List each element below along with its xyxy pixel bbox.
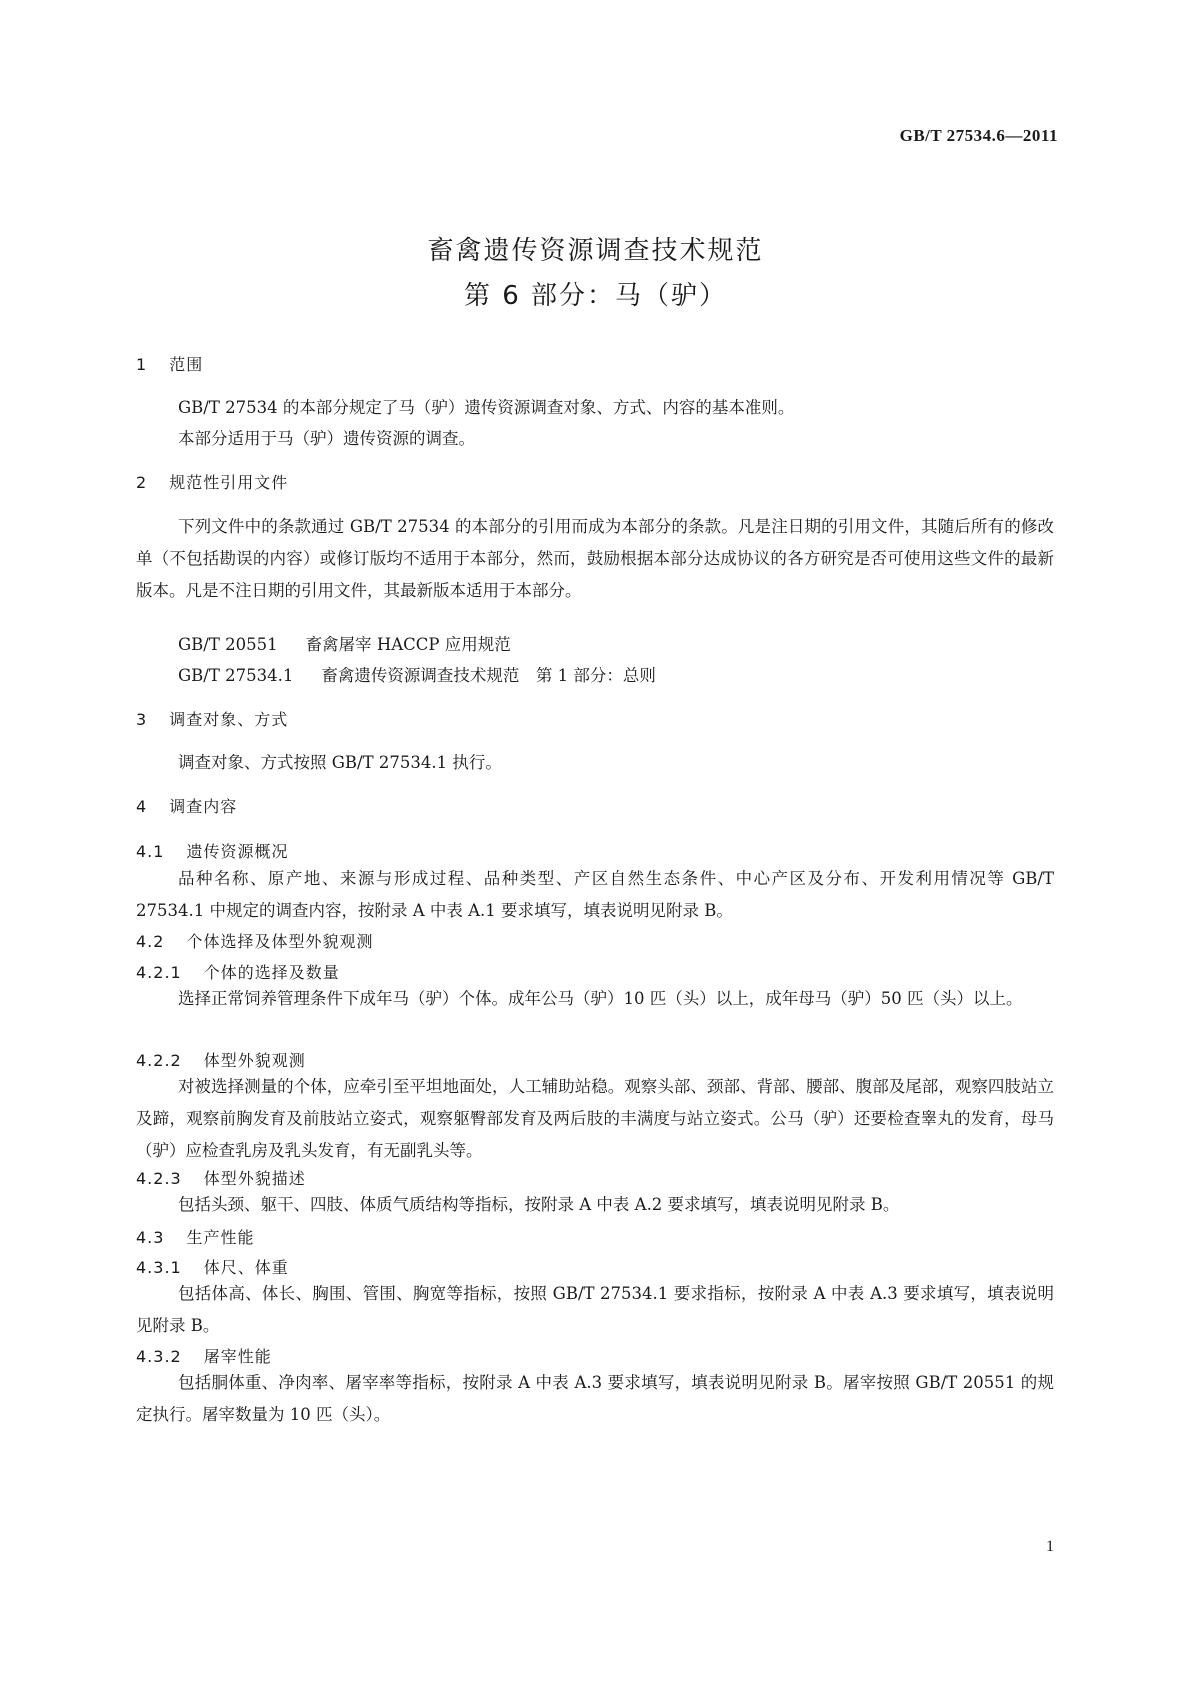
section-title: 体型外貌观测 (203, 1051, 306, 1070)
section-heading-1 (136, 352, 203, 375)
section-number: 4.3 (136, 1228, 165, 1247)
section-title: 调查内容 (169, 797, 238, 816)
paragraph: 包括体高、体长、胸围、管围、胸宽等指标，按照 GB/T 27534.1 要求指标，按附录 A 中表 A.3 要求填写，填表说明见附录 B。 (136, 1284, 1054, 1335)
subsection-heading-4-3-2 (136, 1344, 272, 1367)
section-title: 体型外貌描述 (203, 1169, 306, 1188)
subsection-heading-4-1 (136, 839, 288, 862)
section-number: 3 (136, 710, 148, 729)
section-number: 4.3.2 (136, 1347, 182, 1366)
paragraph: 包括头颈、躯干、四肢、体质气质结构等指标，按附录 A 中表 A.2 要求填写，填表说明见附录 B。 (178, 1195, 900, 1214)
section-title: 调查对象、方式 (169, 710, 289, 729)
document-subtitle: 第 6 部分：马（驴） (463, 281, 728, 311)
section-title: 个体的选择及数量 (203, 963, 340, 982)
paragraph: GB/T 27534 的本部分规定了马（驴）遗传资源调查对象、方式、内容的基本准则。 (178, 398, 795, 417)
subsection-heading-4-2-3 (136, 1166, 306, 1189)
section-title: 个体选择及体型外貌观测 (186, 932, 374, 951)
reference-title: 畜禽遗传资源调查技术规范 第 1 部分：总则 (321, 666, 656, 685)
section-number: 4.2.3 (136, 1169, 182, 1188)
document-title: 畜禽遗传资源调查技术规范 (427, 236, 764, 266)
reference-title: 畜禽屠宰 HACCP 应用规范 (305, 635, 511, 654)
page-number: 1 (1046, 1538, 1054, 1555)
reference-item (178, 662, 656, 686)
paragraph: 下列文件中的条款通过 GB/T 27534 的本部分的引用而成为本部分的条款。凡是注日期的引用文件，其随后所有的修改单（不包括勘误的内容）或修订版均不适用于本部分，然而，鼓励根据本部分达成协议的各方研究是否可使用这些文件的最新版本。凡是不注日期的引用文件，其最新版本适用于本部分。 (136, 517, 1054, 600)
section-title: 屠宰性能 (203, 1347, 272, 1366)
subsection-heading-4-3 (136, 1225, 254, 1248)
reference-item (178, 631, 511, 655)
section-number: 4.2.1 (136, 963, 182, 982)
subsection-heading-4-2 (136, 929, 373, 952)
paragraph: 对被选择测量的个体，应牵引至平坦地面处，人工辅助站稳。观察头部、颈部、背部、腰部、腹部及尾部，观察四肢站立及蹄，观察前胸发育及前肢站立姿式，观察躯臀部发育及两后肢的丰满度与站立姿式。公马（驴）还要检查睾丸的发育，母马（驴）应检查乳房及乳头发育，有无副乳头等。 (136, 1077, 1054, 1160)
reference-code: GB/T 27534.1 (178, 666, 294, 685)
section-number: 4.2 (136, 932, 165, 951)
section-title: 范围 (169, 355, 204, 374)
subsection-heading-4-2-2 (136, 1048, 306, 1071)
section-title: 生产性能 (186, 1228, 255, 1247)
paragraph: 包括胴体重、净肉率、屠宰率等指标，按附录 A 中表 A.3 要求填写，填表说明见附录 B。屠宰按照 GB/T 20551 的规定执行。屠宰数量为 10 匹（头）。 (136, 1373, 1054, 1424)
standard-code: GB/T 27534.6—2011 (899, 126, 1058, 145)
section-number: 4 (136, 797, 148, 816)
reference-code: GB/T 20551 (178, 635, 278, 654)
paragraph: 调查对象、方式按照 GB/T 27534.1 执行。 (178, 753, 502, 772)
section-number: 4.1 (136, 842, 165, 861)
section-number: 4.3.1 (136, 1258, 182, 1277)
section-title: 遗传资源概况 (186, 842, 289, 861)
section-number: 1 (136, 355, 148, 374)
section-heading-4 (136, 794, 237, 817)
paragraph: 选择正常饲养管理条件下成年马（驴）个体。成年公马（驴）10 匹（头）以上，成年母马（驴）50 匹（头）以上。 (178, 989, 1023, 1008)
subsection-heading-4-2-1 (136, 960, 340, 983)
section-heading-2 (136, 470, 288, 493)
section-number: 2 (136, 473, 148, 492)
paragraph: 本部分适用于马（驴）遗传资源的调查。 (178, 429, 475, 448)
section-title: 体尺、体重 (203, 1258, 289, 1277)
section-number: 4.2.2 (136, 1051, 182, 1070)
subsection-heading-4-3-1 (136, 1255, 289, 1278)
paragraph: 品种名称、原产地、来源与形成过程、品种类型、产区自然生态条件、中心产区及分布、开发利用情况等 GB/T 27534.1 中规定的调查内容，按附录 A 中表 A.1 要求填写，填表说明见附录 B。 (136, 869, 1054, 920)
section-title: 规范性引用文件 (169, 473, 289, 492)
section-heading-3 (136, 707, 288, 730)
